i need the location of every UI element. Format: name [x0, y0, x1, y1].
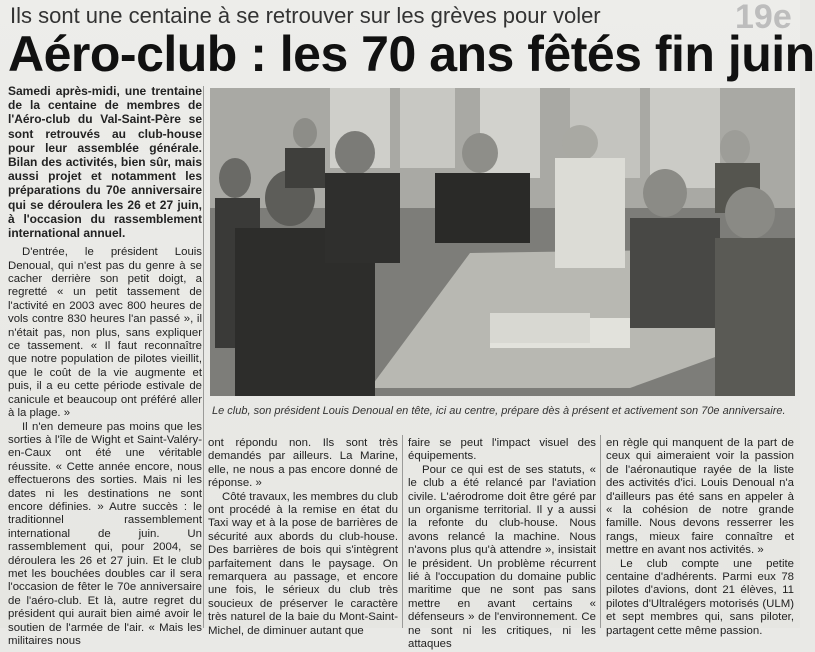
article-paragraph: D'entrée, le président Louis Denoual, qui n'est pas du genre à se cacher derrière son petit doigt, a regretté « un petit tassement de l'activité en 2003 avec 800 heures de vols contre 830 heures l'an passé », il n'était pas, non plus, sans expliquer ce tassement. « Il faut reconnaître que notre population de pilotes vieillit, que le coût de la vie augmente et puis, il a eu cette période estivale de canicule et beaucoup ont préféré aller à la plage. » [8, 246, 202, 420]
article-paragraph: Côté travaux, les membres du club ont procédé à la remise en état du Taxi way et à la pose de barrières de sécurité aux abords du club-house. Des barrières de bois qui s'intègrent parfaitement dans le paysage. On remarquera au passage, et encore une fois, le sérieux du club très soucieux de préserver le caractère très naturel de la baie du Mont-Saint-Michel, de diminuer autant que [208, 490, 398, 637]
adjacent-article-bleed: 19e [735, 0, 792, 36]
article-paragraph: Le club compte une petite centaine d'adhérents. Parmi eux 78 pilotes d'avions, dont 21 élèves, 11 pilotes d'Ultralégers motorisés (ULM) et sept membres qui, sans piloter, partagent cette même passion. [606, 557, 794, 637]
article-column-4 [606, 437, 794, 637]
column-divider [402, 435, 403, 628]
column-divider [203, 86, 204, 628]
article-lead: Samedi après-midi, une trentaine de la centaine de membres de l'Aéro-club du Val-Saint-Père se sont retrouvés au club-house pour leur assemblée générale. Bilan des activités, bien sûr, mais aussi projet et notamment les préparations du 70e anniversaire qui se déroulera les 26 et 27 juin, à l'occasion du rassemblement international annuel. [8, 84, 202, 241]
article-kicker: Ils sont une centaine à se retrouver sur les grèves pour voler [10, 3, 601, 28]
article-paragraph: en règle qui manquent de la part de ceux qui aimeraient voir la passion de l'aéronautique rayée de la liste des activités d'ici. Louis Denoual n'a d'ailleurs pas été sans en appeler à « la cohésion de notre grande famille. Nous devons resserrer les rangs, mieux faire connaître et mettre en avant nos activités. » [606, 437, 794, 557]
article-headline: Aéro-club : les 70 ans fêtés fin juin [8, 26, 815, 82]
article-paragraph: faire se peut l'impact visuel des équipements. [408, 437, 596, 463]
column-divider [600, 435, 601, 628]
photo-caption: Le club, son président Louis Denoual en tête, ici au centre, prépare dès à présent et activement son 70e anniversaire. [212, 405, 786, 417]
article-photo [210, 88, 795, 396]
article-column-2 [208, 437, 398, 637]
article-paragraph: ont répondu non. Ils sont très demandés par ailleurs. La Marine, elle, ne nous a pas encore donné de réponse. » [208, 437, 398, 490]
article-paragraph: Pour ce qui est de ses statuts, « le club a été relancé par l'aviation civile. L'aérodrome doit être géré par un organisme territorial. Il y a aussi la refonte du club-house. Nous avons relancé la machine. Nous n'avons plus qu'à attendre », insistait le président. Un problème récurrent lié à l'occupation du domaine public maritime que ne sont pas sans mettre en avant certains « défenseurs » de l'environnement. Ce ne sont ni les critiques, ni les attaques [408, 463, 596, 651]
article-paragraph: Il n'en demeure pas moins que les sorties à l'île de Wight et Saint-Valéry-en-Caux ont été une véritable réussite. « Cette année encore, nous effectuerons des sorties. Mais ni les dates ni les destinations ne sont encore définies. » Autre succès : le traditionnel rassemblement international de juin. Un rassemblement qui, pour 2004, se déroulera les 26 et 27 juin. Et le club met les bouchées doubles car il sera l'occasion de fêter le 70e anniversaire de l'aéro-club. Et là, autre regret du président qui aurait bien aimé avoir le soutien de l'armée de l'air. « Mais les militaires nous [8, 420, 202, 648]
article-column-1 [8, 84, 202, 648]
group-meeting-photo [210, 88, 795, 396]
article-column-3 [408, 437, 596, 651]
